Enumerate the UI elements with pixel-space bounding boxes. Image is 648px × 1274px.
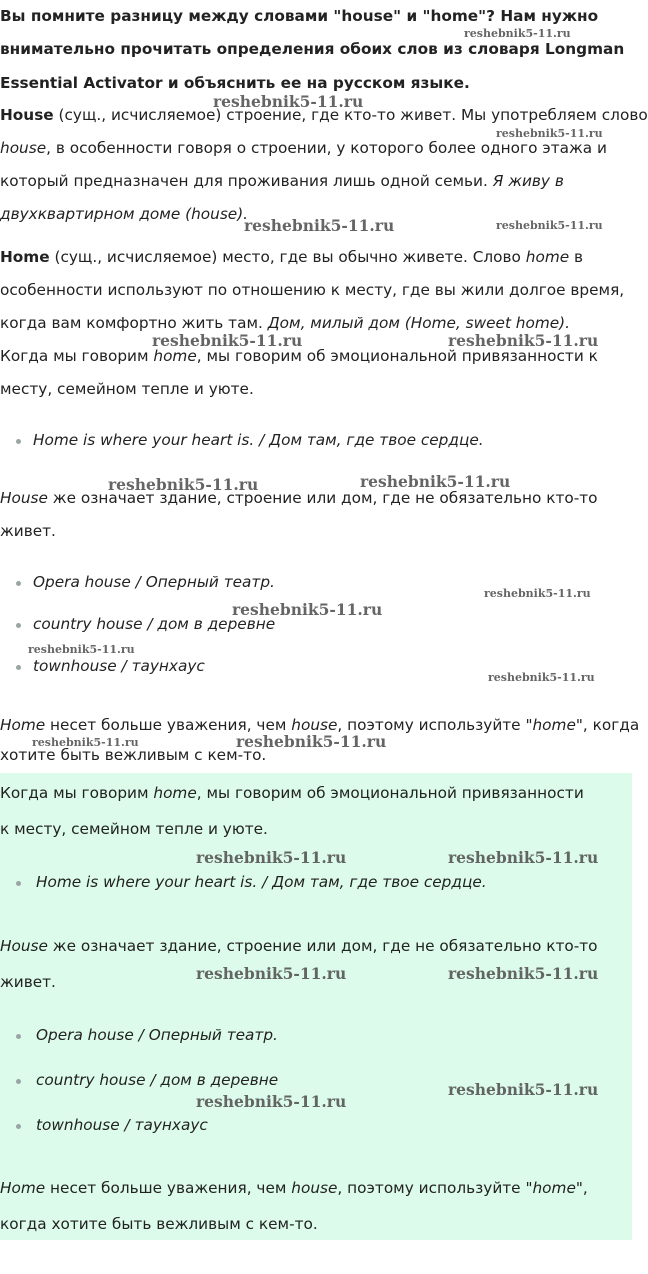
watermark: reshebnik5-11.ru (496, 127, 603, 140)
watermark: reshebnik5-11.ru (236, 732, 387, 751)
bullet-icon (16, 1079, 21, 1084)
watermark: reshebnik5-11.ru (488, 671, 595, 684)
watermark: reshebnik5-11.ru (213, 92, 364, 111)
home-term: Home (0, 248, 50, 266)
watermark: reshebnik5-11.ru (360, 472, 511, 491)
watermark: reshebnik5-11.ru (32, 736, 139, 749)
house-term: House (0, 106, 54, 124)
respect-paragraph: Home несет больше уважения, чем house, поэтому используйте "home", когда хотите быть вежливым с кем-то. (0, 716, 640, 764)
bullet-icon (16, 1124, 21, 1129)
bullet-icon (16, 623, 21, 628)
watermark: reshebnik5-11.ru (496, 219, 603, 232)
watermark: reshebnik5-11.ru (196, 1092, 347, 1111)
watermark: reshebnik5-11.ru (448, 1080, 599, 1099)
answer-emotional-paragraph: Когда мы говорим home, мы говорим об эмоциональной привязанности к месту, семейном тепле и уюте. (0, 784, 584, 838)
watermark: reshebnik5-11.ru (152, 331, 303, 350)
watermark: reshebnik5-11.ru (28, 643, 135, 656)
answer-box: Когда мы говорим home, мы говорим об эмоциональной привязанности к месту, семейном тепле и уюте. Home is where your heart is. / Дом там, где твое сердце. House же означает здание, строение или дом, где не обязательно кто-то живет. Opera house / Оперный театр. country house / дом в деревне townhouse / таунхаус Home несет больше уважения, чем house, поэтому используйте "home", когда хотите быть вежливым с кем-то. (0, 773, 632, 1240)
watermark: reshebnik5-11.ru (464, 27, 571, 40)
bullet-icon (16, 665, 21, 670)
page: Вы помните разницу между словами "house" и "home"? Нам нужно внимательно прочитать определения обоих слов из словаря Longman Essential Activator и объяснить ее на русском языке. House (сущ., исчисляемое) строение, где кто-то живет. Мы употребляем слово house, в особенности говоря о строении, у которого более одного этажа и который предназначен для проживания лишь одной семьи. Я живу в двухквартирном доме (house). Home (сущ., исчисляемое) место, где вы обычно живете. Слово home в особенности используют по отношению к месту, где вы жили долгое время, когда вам комфортно жить там. Дом, милый дом (Home, sweet home). Когда мы говорим home, мы говорим об эмоциональной привязанности к месту, семейном тепле и уюте. Home is where your heart is. / Дом там, где твое сердце. House же означает здание, строение или дом, где не обязательно кто-то живет. Opera house / Оперный театр. country house / дом в деревне townhouse / таунхаус Home несет больше уважения, чем house, поэтому используйте "home", когда хотите быть вежливым с кем-то. Когда мы говорим home, мы говорим об эмоциональной привязанности к месту, семейном тепле и уюте. Home is where your heart is. / Дом там, где твое сердце. House же означает здание, строение или дом, где не обязательно кто-то живет. Opera house / Оперный театр. country house / дом в деревне townhouse / таунхаус Home несет больше уважения, чем house, поэтому используйте "home", когда хотите быть вежливым с кем-то. reshebnik5-11.ru reshebnik5-11.ru reshebnik5-11.ru reshebnik5-11.ru reshebnik5-11.ru reshebnik5-11.ru reshebnik5-11.ru reshebnik5-11.ru reshebnik5-11.ru reshebnik5-11.ru reshebnik5-11.ru reshebnik5-11.ru reshebnik5-11.ru reshebnik5-11.ru reshebnik5-11.ru reshebnik5-11.ru reshebnik5-11.ru reshebnik5-11.ru reshebnik5-11.ru reshebnik5-11.ru reshebnik5-11.ru (0, 0, 632, 1274)
watermark: reshebnik5-11.ru (448, 848, 599, 867)
question-line-3: Essential Activator и объяснить ее на русском языке. (0, 74, 470, 92)
question-line-1: Вы помните разницу между словами "house" и "home"? Нам нужно (0, 7, 599, 25)
bullet-icon (16, 581, 21, 586)
bullet-icon (16, 1034, 21, 1039)
watermark: reshebnik5-11.ru (244, 216, 395, 235)
watermark: reshebnik5-11.ru (196, 848, 347, 867)
watermark: reshebnik5-11.ru (484, 587, 591, 600)
question-heading (0, 0, 632, 100)
answer-respect-paragraph: Home несет больше уважения, чем house, поэтому используйте "home", когда хотите быть вежливым с кем-то. (0, 1179, 588, 1233)
house-definition: House (сущ., исчисляемое) строение, где кто-то живет. Мы употребляем слово house, в особенности говоря о строении, у которого более одного этажа и который предназначен для проживания лишь одной семьи. Я живу в двухквартирном доме (house). (0, 106, 648, 223)
answer-house-paragraph: House же означает здание, строение или дом, где не обязательно кто-то живет. (0, 937, 598, 991)
bullet-icon (16, 881, 21, 886)
house-meaning: House же означает здание, строение или дом, где не обязательно кто-то живет. (0, 489, 598, 540)
watermark: reshebnik5-11.ru (448, 331, 599, 350)
watermark: reshebnik5-11.ru (196, 964, 347, 983)
home-definition: Home (сущ., исчисляемое) место, где вы обычно живете. Слово home в особенности используют по отношению к месту, где вы жили долгое время, когда вам комфортно жить там. Дом, милый дом (Home, sweet home). Когда мы говорим home, мы говорим об эмоциональной привязанности к месту, семейном тепле и уюте. (0, 248, 625, 398)
watermark: reshebnik5-11.ru (448, 964, 599, 983)
watermark: reshebnik5-11.ru (108, 475, 259, 494)
bullet-icon (16, 439, 21, 444)
question-line-2: внимательно прочитать определения обоих слов из словаря Longman (0, 40, 625, 58)
watermark: reshebnik5-11.ru (232, 600, 383, 619)
